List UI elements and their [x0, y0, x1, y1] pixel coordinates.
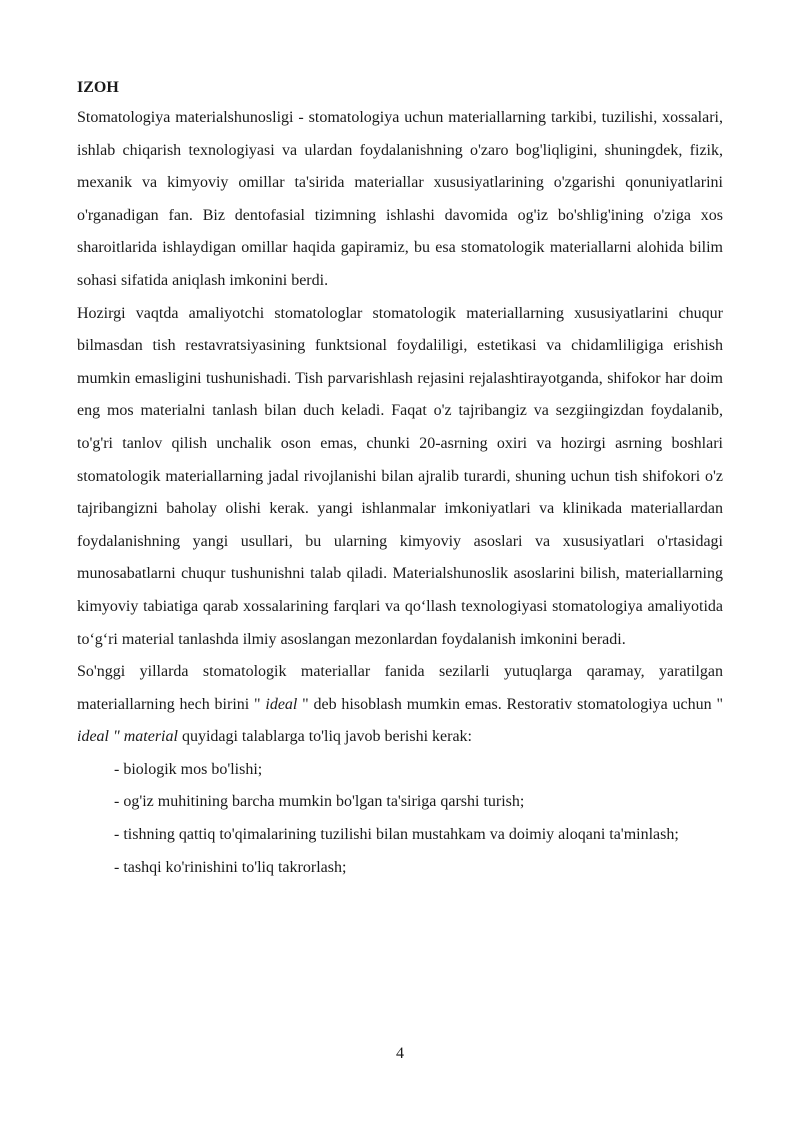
paragraph-ideal-text-2: " deb hisoblash mumkin emas. Restorativ stomatologiya uchun " [297, 695, 723, 713]
ideal-term-1: ideal [265, 695, 298, 713]
paragraph-ideal-text-3: quyidagi talablarga to'liq javob berishi kerak: [177, 728, 472, 746]
requirement-item: - og'iz muhitining barcha mumkin bo'lgan ta'siriga qarshi turish; [114, 793, 525, 811]
requirement-item: - tashqi ko'rinishini to'liq takrorlash; [114, 858, 347, 876]
page-number: 4 [396, 1045, 404, 1062]
section-heading: IZOH [77, 79, 119, 96]
requirement-item: - tishning qattiq to'qimalarining tuzilishi bilan mustahkam va doimiy aloqani ta'minlash; [114, 826, 679, 844]
requirement-item: - biologik mos bo'lishi; [114, 760, 263, 778]
paragraph-definition: Stomatologiya materialshunosligi - stomatologiya uchun materiallarning tarkibi, tuzilishi, xossalari, ishlab chiqarish texnologiyasi va ulardan foydalanishning o'zaro bog'liqligini, shuningdek, fizik, mexanik va kimyoviy omillar ta'sirida materiallar xususiyatlarining o'zgarishi qonuniyatlarini o'rganadigan fan. Biz dentofasial tizimning ishlashi davomida og'iz bo'shlig'ining o'ziga xos sharoitlarida ishlaydigan omillar haqida gapiramiz, bu esa stomatologik materiallarni alohida bilim sohasi sifatida aniqlash imkonini berdi. [77, 109, 723, 289]
paragraph-practice: Hozirgi vaqtda amaliyotchi stomatologlar stomatologik materiallarning xususiyatlarini chuqur bilmasdan tish restavratsiyasining funktsional foydaliligi, estetikasi va chidamliligiga erishish mumkin emasligini tushunishadi. Tish parvarishlash rejasini rejalashtirayotganda, shifokor har doim eng mos materialni tanlash bilan duch keladi. Faqat o'z tajribangiz va sezgiingizdan foydalanib, to'g'ri tanlov qilish unchalik oson emas, chunki 20-asrning oxiri va hozirgi asrning boshlari stomatologik materiallarning jadal rivojlanishi bilan ajralib turardi, shuning uchun tish shifokori o'z tajribangizni baholay olishi kerak. yangi ishlanmalar imkoniyatlari va klinikada materiallardan foydalanishning yangi usullari, bu ularning kimyoviy asoslari va xususiyatlari o'rtasidagi munosabatlarni chuqur tushunishni talab qiladi. Materialshunoslik asoslarini bilish, materiallarning kimyoviy tabiatiga qarab xossalarining farqlari va qo‘llash texnologiyasi stomatologiya amaliyotida to‘g‘ri material tanlashda ilmiy asoslangan mezonlardan foydalanish imkonini beradi. [77, 304, 723, 648]
requirements-list [77, 754, 723, 884]
paragraph-ideal-material [77, 656, 723, 754]
paragraph-ideal-text-1: So'nggi yillarda stomatologik materiallar fanida sezilarli yutuqlarga qaramay, yaratilgan materiallarning hech birini " [77, 663, 723, 713]
ideal-term-2: ideal " material [77, 728, 178, 746]
document-page [77, 74, 723, 884]
